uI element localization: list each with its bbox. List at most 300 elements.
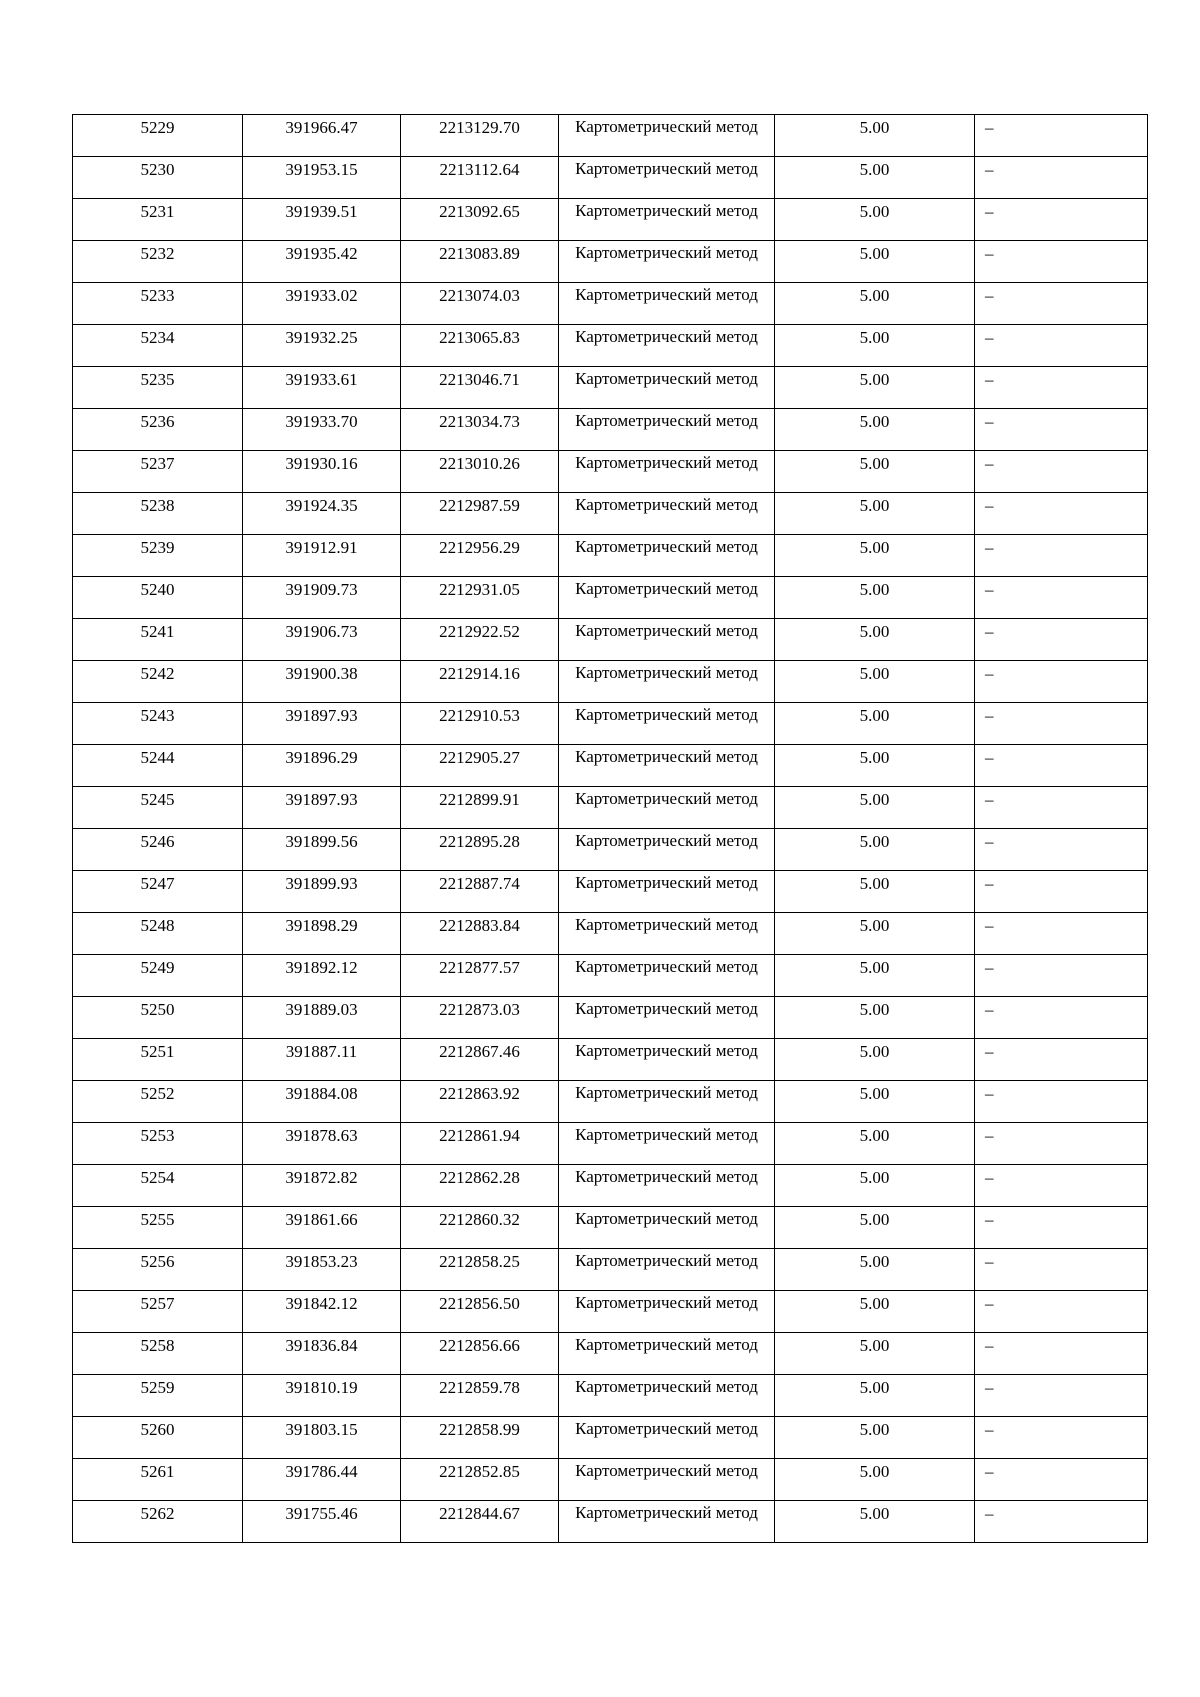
note-text: – — [985, 1168, 994, 1187]
method-cell — [559, 955, 775, 997]
y-coordinate: 2212861.94 — [439, 1126, 520, 1145]
x-coordinate-cell — [243, 409, 401, 451]
y-coordinate-cell — [401, 913, 559, 955]
accuracy-cell — [775, 1207, 975, 1249]
point-number-cell — [73, 1249, 243, 1291]
y-coordinate: 2212887.74 — [439, 874, 520, 893]
point-number-cell — [73, 199, 243, 241]
method-cell — [559, 619, 775, 661]
point-number: 5252 — [140, 1084, 175, 1103]
y-coordinate-cell — [401, 1459, 559, 1501]
point-number-cell — [73, 367, 243, 409]
accuracy-value: 5.00 — [859, 1294, 890, 1313]
x-coordinate-cell — [243, 661, 401, 703]
method-text: Картометрический метод — [575, 1041, 758, 1060]
method-cell — [559, 241, 775, 283]
x-coordinate: 391884.08 — [285, 1084, 358, 1103]
note-text: – — [985, 874, 994, 893]
y-coordinate-cell — [401, 955, 559, 997]
method-cell — [559, 1207, 775, 1249]
x-coordinate: 391909.73 — [285, 580, 358, 599]
method-text: Картометрический метод — [575, 1293, 758, 1312]
x-coordinate-cell — [243, 913, 401, 955]
y-coordinate-cell — [401, 1081, 559, 1123]
y-coordinate: 2212956.29 — [439, 538, 520, 557]
y-coordinate-cell — [401, 1039, 559, 1081]
x-coordinate: 391810.19 — [285, 1378, 358, 1397]
accuracy-value: 5.00 — [859, 748, 890, 767]
x-coordinate: 391887.11 — [285, 1042, 358, 1061]
note-text: – — [985, 1042, 994, 1061]
point-number: 5249 — [140, 958, 175, 977]
y-coordinate-cell — [401, 409, 559, 451]
x-coordinate: 391861.66 — [285, 1210, 358, 1229]
point-number: 5233 — [140, 286, 175, 305]
y-coordinate: 2213034.73 — [439, 412, 520, 431]
x-coordinate-cell — [243, 1039, 401, 1081]
accuracy-cell — [775, 1081, 975, 1123]
method-text: Картометрический метод — [575, 327, 758, 346]
table-row — [73, 1165, 1148, 1207]
point-number-cell — [73, 577, 243, 619]
x-coordinate: 391912.91 — [285, 538, 358, 557]
note-cell — [975, 1501, 1148, 1543]
table-row — [73, 871, 1148, 913]
point-number: 5235 — [140, 370, 175, 389]
x-coordinate-cell — [243, 703, 401, 745]
point-number: 5253 — [140, 1126, 175, 1145]
y-coordinate: 2213129.70 — [439, 118, 520, 137]
y-coordinate: 2212852.85 — [439, 1462, 520, 1481]
y-coordinate: 2213065.83 — [439, 328, 520, 347]
table-row — [73, 787, 1148, 829]
method-text: Картометрический метод — [575, 495, 758, 514]
x-coordinate-cell — [243, 1375, 401, 1417]
note-cell — [975, 325, 1148, 367]
accuracy-cell — [775, 115, 975, 157]
x-coordinate-cell — [243, 283, 401, 325]
method-cell — [559, 787, 775, 829]
accuracy-value: 5.00 — [859, 832, 890, 851]
method-text: Картометрический метод — [575, 285, 758, 304]
x-coordinate-cell — [243, 451, 401, 493]
x-coordinate-cell — [243, 199, 401, 241]
method-cell — [559, 1165, 775, 1207]
method-text: Картометрический метод — [575, 1377, 758, 1396]
accuracy-value: 5.00 — [859, 1210, 890, 1229]
accuracy-value: 5.00 — [859, 1042, 890, 1061]
note-text: – — [985, 454, 994, 473]
note-text: – — [985, 1084, 994, 1103]
accuracy-value: 5.00 — [859, 1504, 890, 1523]
note-text: – — [985, 244, 994, 263]
accuracy-value: 5.00 — [859, 622, 890, 641]
table-row — [73, 1039, 1148, 1081]
x-coordinate-cell — [243, 619, 401, 661]
note-cell — [975, 1081, 1148, 1123]
note-text: – — [985, 1462, 994, 1481]
point-number: 5246 — [140, 832, 175, 851]
note-cell — [975, 997, 1148, 1039]
accuracy-value: 5.00 — [859, 244, 890, 263]
method-text: Картометрический метод — [575, 1125, 758, 1144]
note-cell — [975, 283, 1148, 325]
x-coordinate: 391933.02 — [285, 286, 358, 305]
point-number-cell — [73, 745, 243, 787]
y-coordinate: 2213092.65 — [439, 202, 520, 221]
x-coordinate-cell — [243, 1501, 401, 1543]
accuracy-cell — [775, 1417, 975, 1459]
x-coordinate-cell — [243, 1333, 401, 1375]
accuracy-cell — [775, 1039, 975, 1081]
accuracy-cell — [775, 661, 975, 703]
method-cell — [559, 1039, 775, 1081]
accuracy-value: 5.00 — [859, 538, 890, 557]
y-coordinate-cell — [401, 703, 559, 745]
accuracy-value: 5.00 — [859, 1084, 890, 1103]
note-text: – — [985, 370, 994, 389]
table-row — [73, 1501, 1148, 1543]
point-number-cell — [73, 1123, 243, 1165]
point-number: 5244 — [140, 748, 175, 767]
method-cell — [559, 1081, 775, 1123]
note-cell — [975, 1207, 1148, 1249]
accuracy-cell — [775, 703, 975, 745]
x-coordinate: 391872.82 — [285, 1168, 358, 1187]
x-coordinate-cell — [243, 1291, 401, 1333]
y-coordinate-cell — [401, 325, 559, 367]
point-number-cell — [73, 997, 243, 1039]
method-text: Картометрический метод — [575, 621, 758, 640]
table-row — [73, 1417, 1148, 1459]
y-coordinate-cell — [401, 241, 559, 283]
y-coordinate-cell — [401, 493, 559, 535]
point-number: 5242 — [140, 664, 175, 683]
method-cell — [559, 661, 775, 703]
note-cell — [975, 871, 1148, 913]
accuracy-cell — [775, 451, 975, 493]
point-number: 5241 — [140, 622, 175, 641]
x-coordinate: 391755.46 — [285, 1504, 358, 1523]
accuracy-cell — [775, 619, 975, 661]
accuracy-cell — [775, 1123, 975, 1165]
coordinates-table — [72, 114, 1148, 1543]
accuracy-cell — [775, 787, 975, 829]
point-number: 5238 — [140, 496, 175, 515]
accuracy-cell — [775, 283, 975, 325]
method-cell — [559, 913, 775, 955]
point-number-cell — [73, 1333, 243, 1375]
method-text: Картометрический метод — [575, 1419, 758, 1438]
accuracy-value: 5.00 — [859, 1336, 890, 1355]
y-coordinate: 2212863.92 — [439, 1084, 520, 1103]
accuracy-cell — [775, 325, 975, 367]
y-coordinate-cell — [401, 283, 559, 325]
y-coordinate-cell — [401, 1375, 559, 1417]
note-text: – — [985, 832, 994, 851]
note-text: – — [985, 538, 994, 557]
method-text: Картометрический метод — [575, 117, 758, 136]
point-number-cell — [73, 1291, 243, 1333]
y-coordinate: 2212877.57 — [439, 958, 520, 977]
x-coordinate: 391803.15 — [285, 1420, 358, 1439]
accuracy-cell — [775, 535, 975, 577]
y-coordinate: 2212844.67 — [439, 1504, 520, 1523]
y-coordinate-cell — [401, 1291, 559, 1333]
x-coordinate: 391836.84 — [285, 1336, 358, 1355]
x-coordinate: 391842.12 — [285, 1294, 358, 1313]
table-row — [73, 283, 1148, 325]
x-coordinate: 391924.35 — [285, 496, 358, 515]
y-coordinate-cell — [401, 1333, 559, 1375]
note-text: – — [985, 496, 994, 515]
x-coordinate-cell — [243, 325, 401, 367]
note-cell — [975, 1375, 1148, 1417]
point-number-cell — [73, 913, 243, 955]
note-cell — [975, 1039, 1148, 1081]
point-number: 5247 — [140, 874, 175, 893]
note-cell — [975, 1165, 1148, 1207]
table-row — [73, 157, 1148, 199]
y-coordinate-cell — [401, 619, 559, 661]
point-number-cell — [73, 409, 243, 451]
x-coordinate-cell — [243, 1123, 401, 1165]
accuracy-cell — [775, 577, 975, 619]
method-text: Картометрический метод — [575, 243, 758, 262]
x-coordinate: 391906.73 — [285, 622, 358, 641]
x-coordinate-cell — [243, 1207, 401, 1249]
y-coordinate: 2212858.99 — [439, 1420, 520, 1439]
y-coordinate: 2212883.84 — [439, 916, 520, 935]
point-number: 5258 — [140, 1336, 175, 1355]
x-coordinate: 391897.93 — [285, 706, 358, 725]
y-coordinate: 2212931.05 — [439, 580, 520, 599]
point-number: 5262 — [140, 1504, 175, 1523]
note-text: – — [985, 748, 994, 767]
point-number-cell — [73, 871, 243, 913]
point-number-cell — [73, 241, 243, 283]
accuracy-cell — [775, 1249, 975, 1291]
point-number: 5243 — [140, 706, 175, 725]
method-cell — [559, 451, 775, 493]
method-cell — [559, 157, 775, 199]
note-text: – — [985, 1126, 994, 1145]
x-coordinate-cell — [243, 367, 401, 409]
point-number-cell — [73, 1039, 243, 1081]
accuracy-value: 5.00 — [859, 580, 890, 599]
note-cell — [975, 493, 1148, 535]
method-text: Картометрический метод — [575, 1167, 758, 1186]
y-coordinate-cell — [401, 1207, 559, 1249]
method-cell — [559, 703, 775, 745]
method-cell — [559, 283, 775, 325]
table-row — [73, 199, 1148, 241]
point-number: 5259 — [140, 1378, 175, 1397]
note-cell — [975, 241, 1148, 283]
method-cell — [559, 745, 775, 787]
x-coordinate: 391898.29 — [285, 916, 358, 935]
point-number-cell — [73, 787, 243, 829]
point-number: 5230 — [140, 160, 175, 179]
y-coordinate: 2212895.28 — [439, 832, 520, 851]
note-cell — [975, 787, 1148, 829]
table-row — [73, 1081, 1148, 1123]
note-cell — [975, 115, 1148, 157]
point-number-cell — [73, 619, 243, 661]
x-coordinate-cell — [243, 997, 401, 1039]
x-coordinate: 391892.12 — [285, 958, 358, 977]
method-text: Картометрический метод — [575, 1209, 758, 1228]
method-cell — [559, 871, 775, 913]
coordinates-table-body — [73, 115, 1148, 1543]
note-cell — [975, 913, 1148, 955]
table-row — [73, 367, 1148, 409]
accuracy-cell — [775, 157, 975, 199]
point-number-cell — [73, 703, 243, 745]
accuracy-value: 5.00 — [859, 916, 890, 935]
table-row — [73, 1291, 1148, 1333]
accuracy-cell — [775, 1165, 975, 1207]
x-coordinate: 391899.56 — [285, 832, 358, 851]
point-number-cell — [73, 493, 243, 535]
note-text: – — [985, 706, 994, 725]
point-number: 5250 — [140, 1000, 175, 1019]
note-cell — [975, 619, 1148, 661]
note-text: – — [985, 160, 994, 179]
note-text: – — [985, 412, 994, 431]
y-coordinate-cell — [401, 115, 559, 157]
y-coordinate: 2212899.91 — [439, 790, 520, 809]
accuracy-value: 5.00 — [859, 412, 890, 431]
note-cell — [975, 829, 1148, 871]
y-coordinate: 2212905.27 — [439, 748, 520, 767]
y-coordinate: 2213046.71 — [439, 370, 520, 389]
x-coordinate: 391896.29 — [285, 748, 358, 767]
point-number-cell — [73, 283, 243, 325]
accuracy-cell — [775, 1375, 975, 1417]
accuracy-cell — [775, 745, 975, 787]
y-coordinate: 2213074.03 — [439, 286, 520, 305]
y-coordinate: 2212987.59 — [439, 496, 520, 515]
x-coordinate: 391899.93 — [285, 874, 358, 893]
note-cell — [975, 409, 1148, 451]
y-coordinate: 2212914.16 — [439, 664, 520, 683]
y-coordinate-cell — [401, 829, 559, 871]
point-number: 5254 — [140, 1168, 175, 1187]
method-text: Картометрический метод — [575, 957, 758, 976]
accuracy-cell — [775, 199, 975, 241]
point-number: 5261 — [140, 1462, 175, 1481]
y-coordinate-cell — [401, 199, 559, 241]
point-number-cell — [73, 955, 243, 997]
method-cell — [559, 1459, 775, 1501]
table-row — [73, 913, 1148, 955]
point-number: 5256 — [140, 1252, 175, 1271]
method-text: Картометрический метод — [575, 1083, 758, 1102]
accuracy-cell — [775, 493, 975, 535]
note-text: – — [985, 202, 994, 221]
x-coordinate-cell — [243, 1249, 401, 1291]
method-text: Картометрический метод — [575, 579, 758, 598]
accuracy-value: 5.00 — [859, 1126, 890, 1145]
point-number: 5248 — [140, 916, 175, 935]
y-coordinate-cell — [401, 577, 559, 619]
x-coordinate-cell — [243, 157, 401, 199]
table-row — [73, 661, 1148, 703]
note-text: – — [985, 118, 994, 137]
y-coordinate-cell — [401, 1417, 559, 1459]
method-text: Картометрический метод — [575, 453, 758, 472]
method-cell — [559, 535, 775, 577]
table-row — [73, 703, 1148, 745]
table-row — [73, 325, 1148, 367]
note-text: – — [985, 328, 994, 347]
note-text: – — [985, 622, 994, 641]
note-text: – — [985, 1504, 994, 1523]
y-coordinate: 2212867.46 — [439, 1042, 520, 1061]
table-row — [73, 115, 1148, 157]
method-cell — [559, 493, 775, 535]
method-cell — [559, 829, 775, 871]
method-cell — [559, 325, 775, 367]
method-cell — [559, 1123, 775, 1165]
note-text: – — [985, 1000, 994, 1019]
accuracy-value: 5.00 — [859, 1378, 890, 1397]
accuracy-value: 5.00 — [859, 1420, 890, 1439]
point-number: 5234 — [140, 328, 175, 347]
x-coordinate: 391939.51 — [285, 202, 358, 221]
method-cell — [559, 199, 775, 241]
method-cell — [559, 1417, 775, 1459]
y-coordinate-cell — [401, 787, 559, 829]
point-number: 5240 — [140, 580, 175, 599]
y-coordinate: 2212856.50 — [439, 1294, 520, 1313]
method-cell — [559, 1249, 775, 1291]
point-number: 5257 — [140, 1294, 175, 1313]
y-coordinate-cell — [401, 871, 559, 913]
note-text: – — [985, 1336, 994, 1355]
accuracy-value: 5.00 — [859, 958, 890, 977]
y-coordinate: 2213112.64 — [439, 160, 520, 179]
note-text: – — [985, 1420, 994, 1439]
method-text: Картометрический метод — [575, 201, 758, 220]
accuracy-value: 5.00 — [859, 1168, 890, 1187]
method-cell — [559, 1291, 775, 1333]
table-row — [73, 997, 1148, 1039]
point-number-cell — [73, 535, 243, 577]
point-number: 5251 — [140, 1042, 175, 1061]
table-row — [73, 829, 1148, 871]
accuracy-value: 5.00 — [859, 370, 890, 389]
y-coordinate-cell — [401, 745, 559, 787]
y-coordinate: 2212862.28 — [439, 1168, 520, 1187]
x-coordinate-cell — [243, 1459, 401, 1501]
x-coordinate-cell — [243, 871, 401, 913]
method-text: Картометрический метод — [575, 831, 758, 850]
accuracy-value: 5.00 — [859, 1252, 890, 1271]
accuracy-cell — [775, 871, 975, 913]
point-number: 5245 — [140, 790, 175, 809]
point-number-cell — [73, 115, 243, 157]
accuracy-cell — [775, 913, 975, 955]
note-cell — [975, 577, 1148, 619]
note-text: – — [985, 916, 994, 935]
note-text: – — [985, 286, 994, 305]
table-row — [73, 535, 1148, 577]
point-number: 5239 — [140, 538, 175, 557]
method-cell — [559, 1333, 775, 1375]
y-coordinate-cell — [401, 997, 559, 1039]
